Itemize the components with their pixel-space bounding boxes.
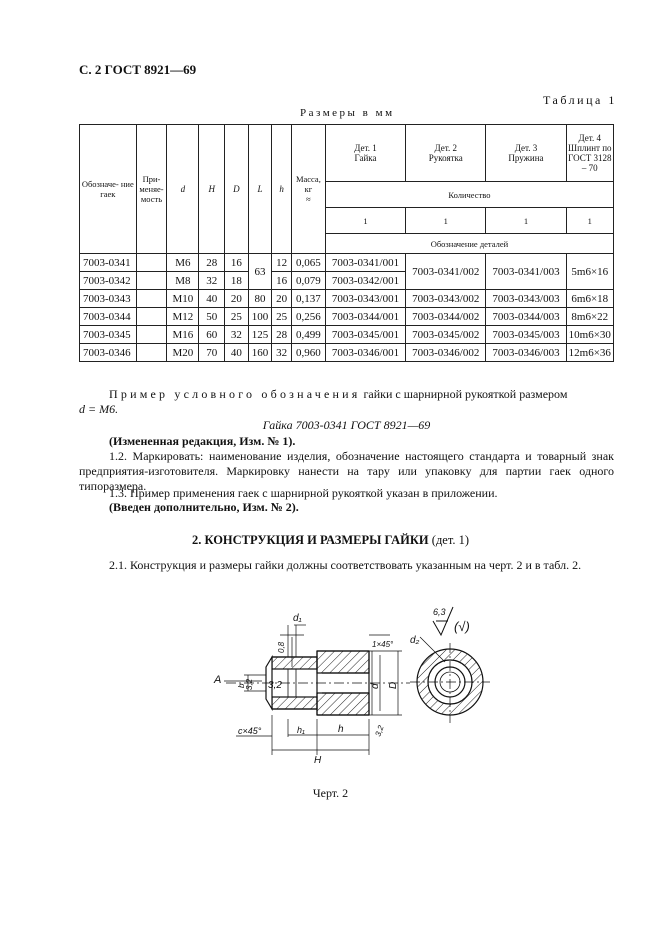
paragraph-1-2: 1.2. Маркировать: наименование изделия, обозначение настоящего стандарта и товарный знак предприятия-изготовителя. Маркировку нанести на тару или упаковку для партии гаек одного типоразмера.	[79, 449, 614, 493]
example-paragraph: Пример условного обозначения гайки с шарнирной рукояткой размером	[109, 387, 568, 401]
section-title: 2. КОНСТРУКЦИЯ И РАЗМЕРЫ ГАЙКИ (дет. 1)	[191, 533, 470, 547]
quantity-det4: 1	[566, 208, 613, 234]
col-header-D: D	[225, 125, 249, 254]
quantity-label: Количество	[325, 182, 613, 208]
mass-label: Масса, кг	[295, 174, 321, 194]
parts-designation-label: Обозначение деталей	[325, 234, 613, 254]
table-row: 7003-0346 M20 70 40 160 32 0,960 7003-0346/001 7003-0346/002 7003-0346/003 12m6×36	[80, 344, 614, 362]
label-0-8: 0,8	[277, 641, 286, 653]
label-roughness-general: 6,3	[433, 607, 446, 617]
table-row: 7003-0342 M8 32 18 16 0,079 7003-0342/001	[80, 272, 614, 290]
table-units: Размеры в мм	[300, 107, 395, 119]
drawing-caption: Черт. 2	[312, 786, 349, 800]
dimensions-table	[79, 124, 614, 362]
label-d2: d₂	[410, 635, 420, 646]
page-header: С. 2 ГОСТ 8921—69	[79, 62, 197, 77]
example-size: d = M6.	[79, 402, 119, 416]
part-header-1: Дет. 1 Гайка	[325, 125, 405, 182]
quantity-det1: 1	[325, 208, 405, 234]
table-row: 7003-0345 M16 60 32 125 28 0,499 7003-0345/001 7003-0345/002 7003-0345/003 10m6×30	[80, 326, 614, 344]
end-view	[410, 637, 490, 723]
col-header-L: L	[248, 125, 272, 254]
label-b: b	[237, 683, 246, 688]
merged-det4: 5m6×16	[566, 254, 613, 290]
label-3-2-right: 3,2	[373, 724, 386, 738]
label-chamfer-top: 1×45°	[372, 640, 394, 649]
label-d1: d₁	[293, 613, 302, 624]
quantity-det2: 1	[406, 208, 486, 234]
label-chamfer-c: c×45°	[238, 726, 262, 736]
part-header-3: Дет. 3 Пружина	[486, 125, 566, 182]
mass-approx-mark: ≈	[306, 194, 311, 204]
table-row: 7003-0344 M12 50 25 100 25 0,256 7003-0344/001 7003-0344/002 7003-0344/003 8m6×22	[80, 308, 614, 326]
col-header-mass	[291, 125, 325, 254]
table-row: 7003-0343 M10 40 20 80 20 0,137 7003-0343/001 7003-0343/002 7003-0343/003 6m6×18	[80, 290, 614, 308]
col-header-applicability: При- меняе- мость	[136, 125, 167, 254]
merged-det3: 7003-0341/003	[486, 254, 566, 290]
col-header-h: h	[272, 125, 292, 254]
paragraph-1-3: 1.3. Пример применения гаек с шарнирной рукояткой указан в приложении.	[109, 486, 498, 500]
col-header-d: d	[167, 125, 199, 254]
paragraph-2-1: 2.1. Конструкция и размеры гайки должны соответствовать указанным на черт. 2 и в табл. 2.	[109, 558, 582, 572]
label-H: H	[314, 755, 322, 766]
revision-note-2: (Введен дополнительно, Изм. № 2).	[109, 500, 299, 514]
label-A: A	[214, 674, 222, 686]
quantity-det3: 1	[486, 208, 566, 234]
merged-L: 63	[248, 254, 272, 290]
part-header-2: Дет. 2 Рукоятка	[406, 125, 486, 182]
revision-note-1: (Измененная редакция, Изм. № 1).	[109, 434, 296, 448]
table-row: 7003-0341 M6 28 16 63 12 0,065 7003-0341/001 7003-0341/002 7003-0341/003 5m6×16	[80, 254, 614, 272]
col-header-H: H	[199, 125, 225, 254]
example-designation: Гайка 7003-0341 ГОСТ 8921—69	[262, 418, 431, 432]
label-h: h	[338, 724, 344, 735]
table-label: Таблица 1	[543, 93, 617, 107]
label-D: D	[388, 681, 399, 689]
part-header-4: Дет. 4 Шплинт по ГОСТ 3128 – 70	[566, 125, 613, 182]
label-3-2-left: 3,2	[245, 678, 254, 690]
label-roughness-paren: (√)	[454, 619, 470, 634]
merged-det2: 7003-0341/002	[406, 254, 486, 290]
label-d: d	[370, 683, 381, 689]
label-h1: h₁	[297, 725, 305, 735]
label-3-2-thread: 3,2	[268, 680, 282, 691]
nut-drawing	[0, 595, 661, 775]
col-header-designation: Обозначе- ние гаек	[80, 125, 137, 254]
